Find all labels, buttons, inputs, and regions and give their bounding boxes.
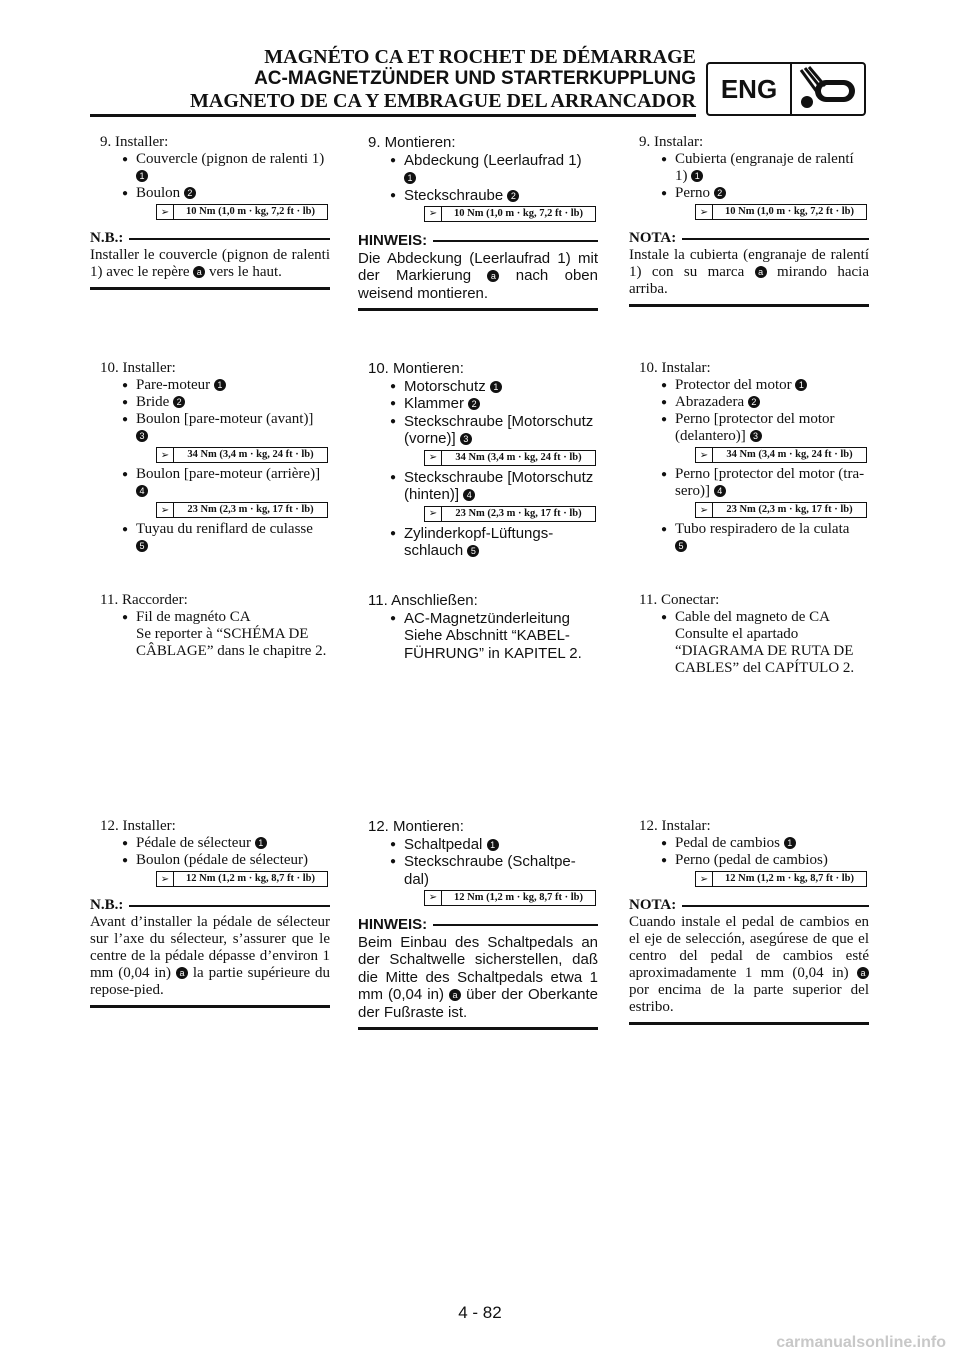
torque-spec: ➢ 23 Nm (2,3 m · kg, 17 ft · lb) [156,502,328,518]
callout-marker: 1 [214,379,226,391]
list-item: ● Couvercle (pignon de ralenti 1) 1 [90,151,330,185]
torque-spec: ➢ 10 Nm (1,0 m · kg, 7,2 ft · lb) [424,206,596,222]
list-item: ● Pare-moteur 1 [90,377,330,394]
list-item-detail: Se reporter à “SCHÉMA DE CÂBLAGE” dans le chapitre 2. [136,626,327,659]
callout-marker: a [176,967,188,979]
list-item: ● Cable del magneto de CA [629,609,869,626]
list-item: ● Motorschutz 1 [358,378,598,396]
torque-spec: ➢ 12 Nm (1,2 m · kg, 8,7 ft · lb) [424,890,596,906]
page-number: 4 - 82 [458,1303,502,1322]
step-10 [90,360,330,555]
torque-wrench-icon: ➢ [425,891,442,905]
step-11 [358,592,598,662]
list-item: ● Perno 2 [629,185,869,202]
watermark: carmanualsonline.info [776,1334,946,1351]
note-text: Installer le couvercle (pignon de ralenti 1) avec le repère a vers le haut. [90,247,330,280]
section-title [190,46,696,112]
list-item: ● Pedal de cambios 1 [629,835,869,852]
note-heading: HINWEIS: [358,232,598,250]
title-german: AC-MAGNETZÜNDER UND STARTERKUPPLUNG [254,68,696,89]
note-heading: NOTA: [629,230,869,247]
step-10 [358,360,598,560]
torque-wrench-icon: ➢ [425,451,442,465]
list-item: ● Steckschraube 2 [358,187,598,205]
torque-wrench-icon: ➢ [425,207,442,221]
list-item: ● Pédale de sélecteur 1 [90,835,330,852]
step-12 [629,818,869,1025]
callout-marker: 1 [691,170,703,182]
step-heading: 9. Instalar: [639,134,704,150]
step-heading: 9. Montieren: [368,134,456,151]
list-item: ● Steckschraube [Motorschutz (vorne)] 3 [358,413,598,448]
step-10 [629,360,869,555]
list-item: ● Bride 2 [90,394,330,411]
torque-spec: ➢ 12 Nm (1,2 m · kg, 8,7 ft · lb) [695,871,867,887]
list-item: ● Abrazadera 2 [629,394,869,411]
step-heading: 11. Raccorder: [100,592,188,608]
step-9 [90,134,330,290]
list-item: ● Klammer 2 [358,395,598,413]
step-12 [90,818,330,1008]
callout-marker: 2 [507,190,519,202]
note-rule [90,287,330,290]
callout-marker: 1 [136,170,148,182]
callout-marker: a [449,989,461,1001]
note-heading: N.B.: [90,230,330,247]
step-11 [90,592,330,660]
torque-spec: ➢ 12 Nm (1,2 m · kg, 8,7 ft · lb) [156,871,328,887]
note-rule [358,1027,598,1030]
list-item: ● Fil de magnéto CA [90,609,330,626]
chapter-badge-label: ENG [708,64,792,114]
list-item: ● Zylinderkopf-Lüftungs-schlauch 5 [358,525,598,560]
torque-spec: ➢ 34 Nm (3,4 m · kg, 24 ft · lb) [695,447,867,463]
callout-marker: 2 [184,187,196,199]
list-item: ● Perno [protector del motor (delantero)] 3 [629,411,869,445]
torque-spec: ➢ 23 Nm (2,3 m · kg, 17 ft · lb) [424,506,596,522]
list-item: ● Cubierta (engranaje de ralentí 1) 1 [629,151,869,185]
torque-wrench-icon: ➢ [157,205,174,219]
torque-wrench-icon: ➢ [157,448,174,462]
callout-marker: 2 [714,187,726,199]
step-heading: 10. Installer: [100,360,176,376]
note-rule [629,1022,869,1025]
step-heading: 11. Conectar: [639,592,720,608]
list-item: ● Perno (pedal de cambios) [629,852,869,869]
callout-marker: 1 [490,381,502,393]
step-heading: 12. Montieren: [368,818,464,835]
callout-marker: a [193,266,205,278]
torque-wrench-icon: ➢ [425,507,442,521]
step-11 [629,592,869,677]
step-9 [358,134,598,311]
list-item-detail: Siehe Abschnitt “KABEL-FÜHRUNG” in KAPITEL 2. [404,627,582,662]
list-item: ● Tubo respiradero de la culata 5 [629,521,869,555]
callout-marker: 5 [467,545,479,557]
callout-marker: 3 [136,430,148,442]
callout-marker: 1 [255,837,267,849]
list-item-detail: Consulte el apartado “DIAGRAMA DE RUTA DE CABLES” del CAPÍTULO 2. [675,626,855,676]
callout-marker: a [857,967,869,979]
callout-marker: 3 [460,433,472,445]
note-text: Beim Einbau des Schaltpedals an der Schaltwelle sicherstellen, daß die Mitte des Schaltpedals etwa 1 mm (0,04 in) a über der Oberkante der Fußraste ist. [358,933,599,1021]
note-heading: NOTA: [629,897,869,914]
callout-marker: 2 [173,396,185,408]
torque-wrench-icon: ➢ [696,503,713,517]
step-heading: 12. Instalar: [639,818,711,834]
step-9 [629,134,869,307]
callout-marker: a [755,266,767,278]
torque-spec: ➢ 10 Nm (1,0 m · kg, 7,2 ft · lb) [695,204,867,220]
callout-marker: 1 [784,837,796,849]
torque-wrench-icon: ➢ [696,872,713,886]
note-rule [629,304,869,307]
step-heading: 10. Montieren: [368,360,464,377]
note-rule [90,1005,330,1008]
step-heading: 10. Instalar: [639,360,711,376]
torque-spec: ➢ 10 Nm (1,0 m · kg, 7,2 ft · lb) [156,204,328,220]
callout-marker: 1 [404,172,416,184]
list-item: ● Schaltpedal 1 [358,836,598,854]
list-item: ● Boulon [pare-moteur (arrière)] 4 [90,466,330,500]
callout-marker: 1 [487,839,499,851]
note-text: Cuando instale el pedal de cambios en el eje de selección, asegúrese de que el centro del pedal de cambios esté aproximadamente 1 mm (0,04 in) a por encima de la parte superior del estribo. [629,914,869,1015]
engine-wrench-icon [792,64,864,114]
list-item: ● Tuyau du reniflard de culasse 5 [90,521,330,555]
title-french: MAGNÉTO CA ET ROCHET DE DÉMARRAGE [264,46,696,68]
note-rule [358,308,598,311]
torque-wrench-icon: ➢ [696,205,713,219]
callout-marker: 3 [750,430,762,442]
callout-marker: 2 [468,398,480,410]
torque-spec: ➢ 23 Nm (2,3 m · kg, 17 ft · lb) [695,502,867,518]
note-heading: HINWEIS: [358,916,598,934]
torque-wrench-icon: ➢ [696,448,713,462]
header-rule [90,114,696,117]
torque-spec: ➢ 34 Nm (3,4 m · kg, 24 ft · lb) [424,450,596,466]
callout-marker: 1 [795,379,807,391]
chapter-badge [706,62,866,116]
callout-marker: 5 [136,540,148,552]
callout-marker: 4 [463,489,475,501]
title-spanish: MAGNETO DE CA Y EMBRAGUE DEL ARRANCADOR [190,90,696,112]
torque-spec: ➢ 34 Nm (3,4 m · kg, 24 ft · lb) [156,447,328,463]
list-item: ● AC-Magnetzünderleitung [358,610,598,628]
note-heading: N.B.: [90,897,330,914]
callout-marker: 2 [748,396,760,408]
callout-marker: a [487,270,499,282]
note-text: Instale la cubierta (engranaje de ralentí 1) con su marca a mirando hacia arriba. [629,247,869,297]
list-item: ● Steckschraube (Schaltpe-dal) [358,853,598,888]
step-heading: 9. Installer: [100,134,169,150]
step-heading: 11. Anschließen: [368,592,478,609]
list-item: ● Perno [protector del motor (tra-sero)] 4 [629,466,869,500]
list-item: ● Boulon [pare-moteur (avant)] 3 [90,411,330,445]
callout-marker: 5 [675,540,687,552]
step-12 [358,818,598,1030]
list-item: ● Boulon 2 [90,185,330,202]
callout-marker: 4 [714,485,726,497]
note-text: Die Abdeckung (Leerlaufrad 1) mit der Markierung a nach oben weisend montieren. [358,249,598,302]
list-item: ● Protector del motor 1 [629,377,869,394]
callout-marker: 4 [136,485,148,497]
torque-wrench-icon: ➢ [157,503,174,517]
torque-wrench-icon: ➢ [157,872,174,886]
step-heading: 12. Installer: [100,818,176,834]
list-item: ● Boulon (pédale de sélecteur) [90,852,330,869]
note-text: Avant d’installer la pédale de sélecteur sur l’axe du sélecteur, s’assurer que le centre de la pédale dépasse d’environ 1 mm (0,04 in) a la partie supérieure du repose-pied. [90,914,330,998]
list-item: ● Steckschraube [Motorschutz (hinten)] 4 [358,469,598,504]
list-item: ● Abdeckung (Leerlaufrad 1) 1 [358,152,598,187]
